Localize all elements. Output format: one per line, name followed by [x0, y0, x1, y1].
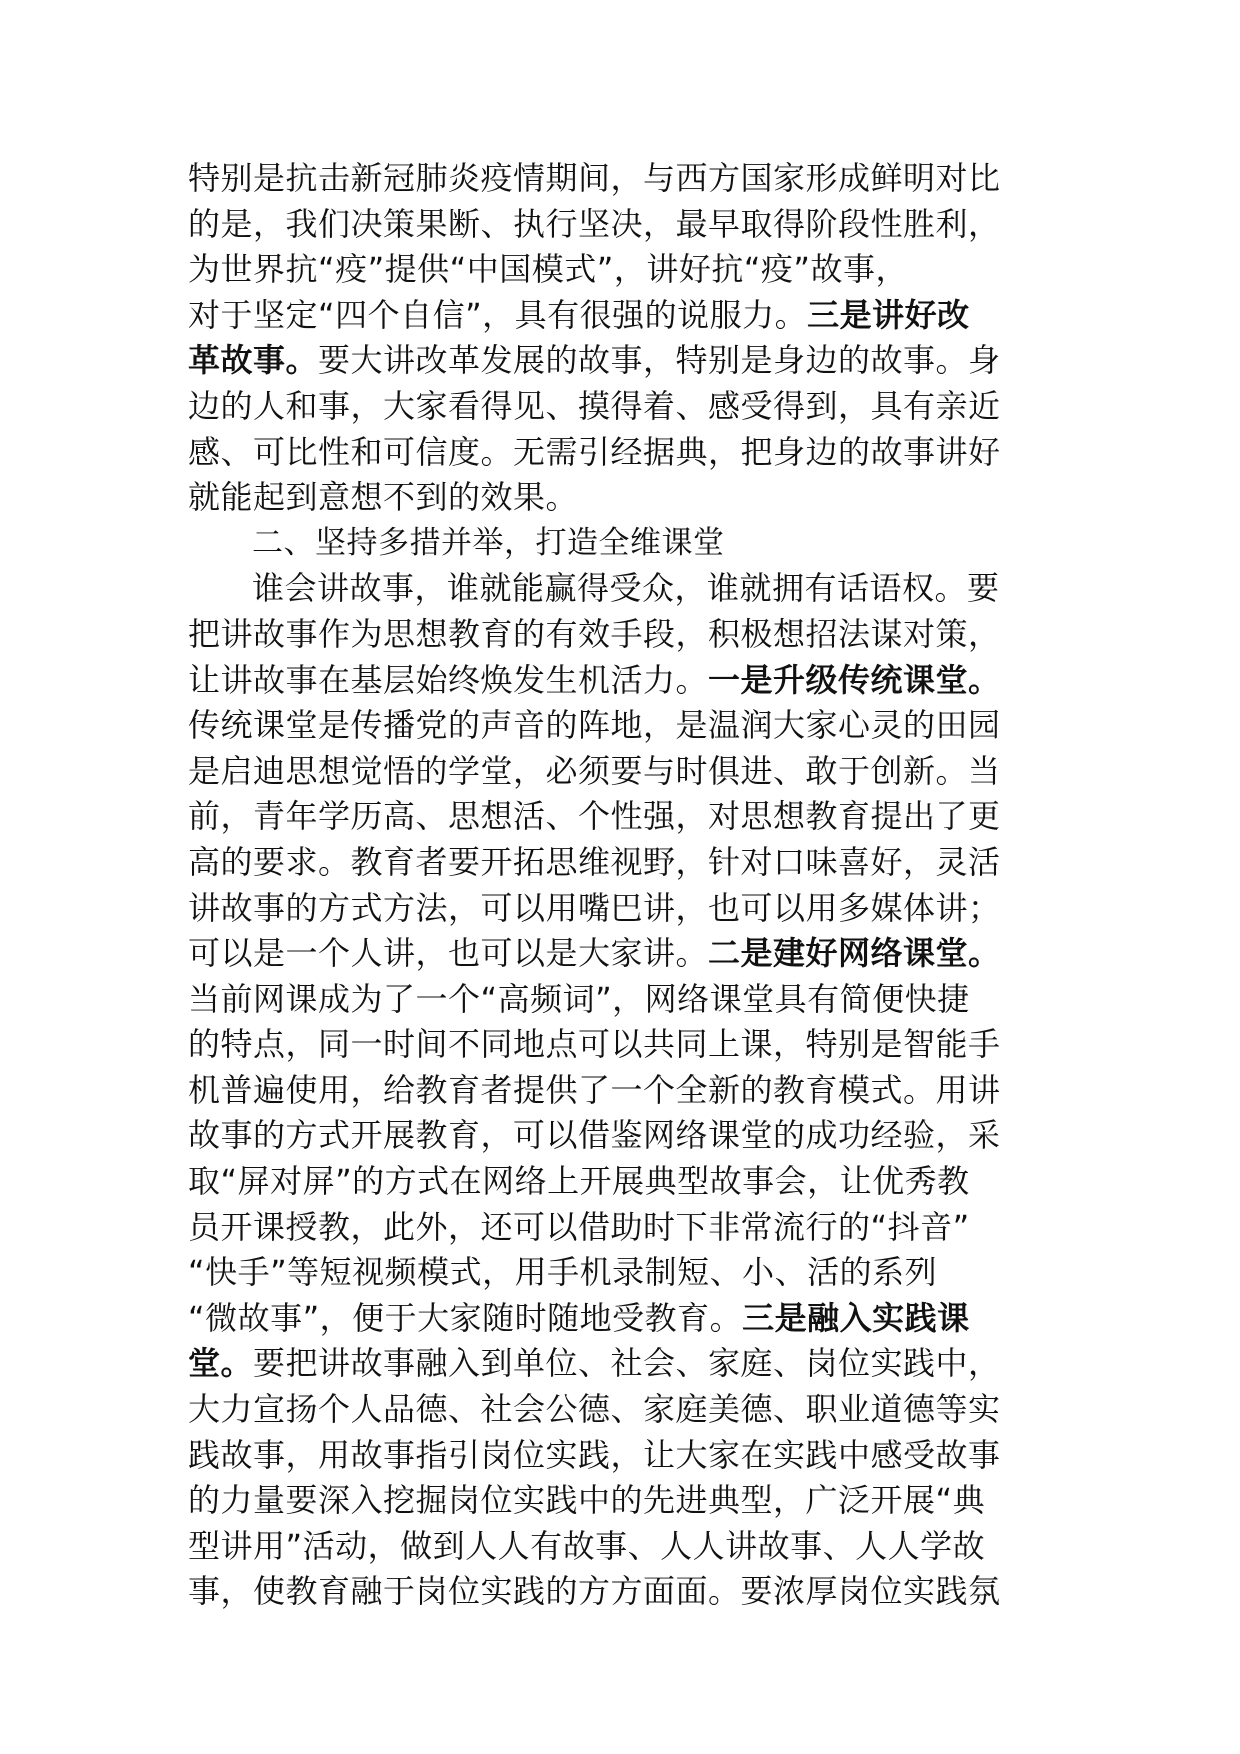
paragraph-2	[188, 566, 1054, 1615]
text-segment: 型讲用”活动，做到人人有故事、人人讲故事、人人学故	[188, 1526, 986, 1565]
paragraph-1-line-6	[188, 384, 1054, 430]
paragraph-2-line-1	[188, 566, 1054, 612]
paragraph-2-line-14	[188, 1159, 1054, 1205]
paragraph-2-line-16	[188, 1250, 1054, 1296]
paragraph-2-line-9	[188, 931, 1054, 977]
section-heading: 二、坚持多措并举，打造全维课堂	[252, 524, 725, 561]
paragraph-2-line-11	[188, 1022, 1054, 1068]
text-segment: 可以是一个人讲，也可以是大家讲。	[188, 934, 709, 973]
text-segment: 感、可比性和可信度。无需引经据典，把身边的故事讲好	[188, 432, 1001, 471]
text-segment: 就能起到意想不到的效果。	[188, 478, 579, 517]
text-segment: “微故事”，便于大家随时随地受教育。	[188, 1298, 743, 1337]
text-segment: 为世界抗“疫”提供“中国模式”，讲好抗“疫”故事，	[188, 250, 908, 289]
paragraph-2-line-19	[188, 1387, 1054, 1433]
bold-key-point: 革故事。	[188, 341, 319, 380]
paragraph-2-line-18	[188, 1341, 1054, 1387]
paragraph-1-line-4	[188, 293, 1054, 339]
text-segment: “快手”等短视频模式，用手机录制短、小、活的系列	[188, 1253, 938, 1292]
paragraph-1-line-1	[188, 156, 1054, 202]
paragraph-2-line-2	[188, 612, 1054, 658]
paragraph-1-line-5	[188, 338, 1054, 384]
paragraph-2-line-22	[188, 1524, 1054, 1570]
paragraph-2-line-7	[188, 840, 1054, 886]
text-segment: 践故事，用故事指引岗位实践，让大家在实践中感受故事	[188, 1435, 1001, 1474]
text-segment: 谁会讲故事，谁就能赢得受众，谁就拥有话语权。要	[252, 569, 1000, 608]
text-segment: 要把讲故事融入到单位、社会、家庭、岗位实践中，	[253, 1344, 1001, 1383]
text-segment: 机普遍使用，给教育者提供了一个全新的教育模式。用讲	[188, 1070, 1001, 1109]
paragraph-1-line-3	[188, 247, 1054, 293]
text-segment: 员开课授教，此外，还可以借助时下非常流行的“抖音”	[188, 1207, 970, 1246]
paragraph-2-line-20	[188, 1433, 1054, 1479]
paragraph-1-line-8	[188, 475, 1054, 521]
text-segment: 传统课堂是传播党的声音的阵地，是温润大家心灵的田园	[188, 706, 1001, 745]
paragraph-2-line-3	[188, 658, 1054, 704]
bold-key-point: 三是融入实践课	[742, 1298, 970, 1337]
text-segment: 让讲故事在基层始终焕发生机活力。	[188, 660, 709, 699]
text-segment: 的力量要深入挖掘岗位实践中的先进典型，广泛开展“典	[188, 1481, 986, 1520]
paragraph-2-line-12	[188, 1068, 1054, 1114]
text-segment: 事，使教育融于岗位实践的方方面面。要浓厚岗位实践氛	[188, 1572, 1001, 1611]
text-segment: 特别是抗击新冠肺炎疫情期间，与西方国家形成鲜明对比	[188, 159, 1001, 197]
text-segment: 故事的方式开展教育，可以借鉴网络课堂的成功经验，采	[188, 1116, 1001, 1155]
bold-key-point: 三是讲好改	[807, 295, 970, 334]
text-segment: 把讲故事作为思想教育的有效手段，积极想招法谋对策，	[188, 614, 1001, 653]
text-segment: 高的要求。教育者要开拓思维视野，针对口味喜好，灵活	[188, 842, 1001, 881]
text-segment: 取“屏对屏”的方式在网络上开展典型故事会，让优秀教	[188, 1162, 970, 1201]
text-segment: 讲故事的方式方法，可以用嘴巴讲，也可以用多媒体讲；	[188, 888, 1001, 927]
paragraph-2-line-5	[188, 749, 1054, 795]
text-segment: 的是，我们决策果断、执行坚决，最早取得阶段性胜利，	[188, 204, 1001, 243]
paragraph-2-line-23	[188, 1569, 1054, 1615]
text-segment: 的特点，同一时间不同地点可以共同上课，特别是智能手	[188, 1025, 1001, 1064]
paragraph-1-line-7	[188, 430, 1054, 476]
text-segment: 边的人和事，大家看得见、摸得着、感受得到，具有亲近	[188, 386, 1001, 425]
paragraph-2-line-8	[188, 886, 1054, 932]
text-segment: 对于坚定“四个自信”，具有很强的说服力。	[188, 295, 808, 334]
paragraph-2-line-21	[188, 1478, 1054, 1524]
text-segment: 前，青年学历高、思想活、个性强，对思想教育提出了更	[188, 797, 1001, 836]
bold-key-point: 堂。	[188, 1344, 254, 1383]
text-segment: 当前网课成为了一个“高频词”，网络课堂具有简便快捷	[188, 979, 970, 1018]
document-body	[188, 156, 1054, 1615]
paragraph-2-line-15	[188, 1205, 1054, 1251]
paragraph-2-line-4	[188, 703, 1054, 749]
text-segment: 是启迪思想觉悟的学堂，必须要与时俱进、敢于创新。当	[188, 751, 1001, 790]
paragraph-2-line-6	[188, 794, 1054, 840]
text-segment: 要大讲改革发展的故事，特别是身边的故事。身	[318, 341, 1001, 380]
paragraph-2-line-13	[188, 1113, 1054, 1159]
bold-key-point: 二是建好网络课堂。	[708, 934, 1001, 973]
text-segment: 大力宣扬个人品德、社会公德、家庭美德、职业道德等实	[188, 1390, 1001, 1429]
paragraph-1	[188, 156, 1054, 521]
paragraph-1-line-2	[188, 202, 1054, 248]
paragraph-2-line-10	[188, 977, 1054, 1023]
paragraph-2-line-17	[188, 1296, 1054, 1342]
bold-key-point: 一是升级传统课堂。	[708, 660, 1001, 699]
